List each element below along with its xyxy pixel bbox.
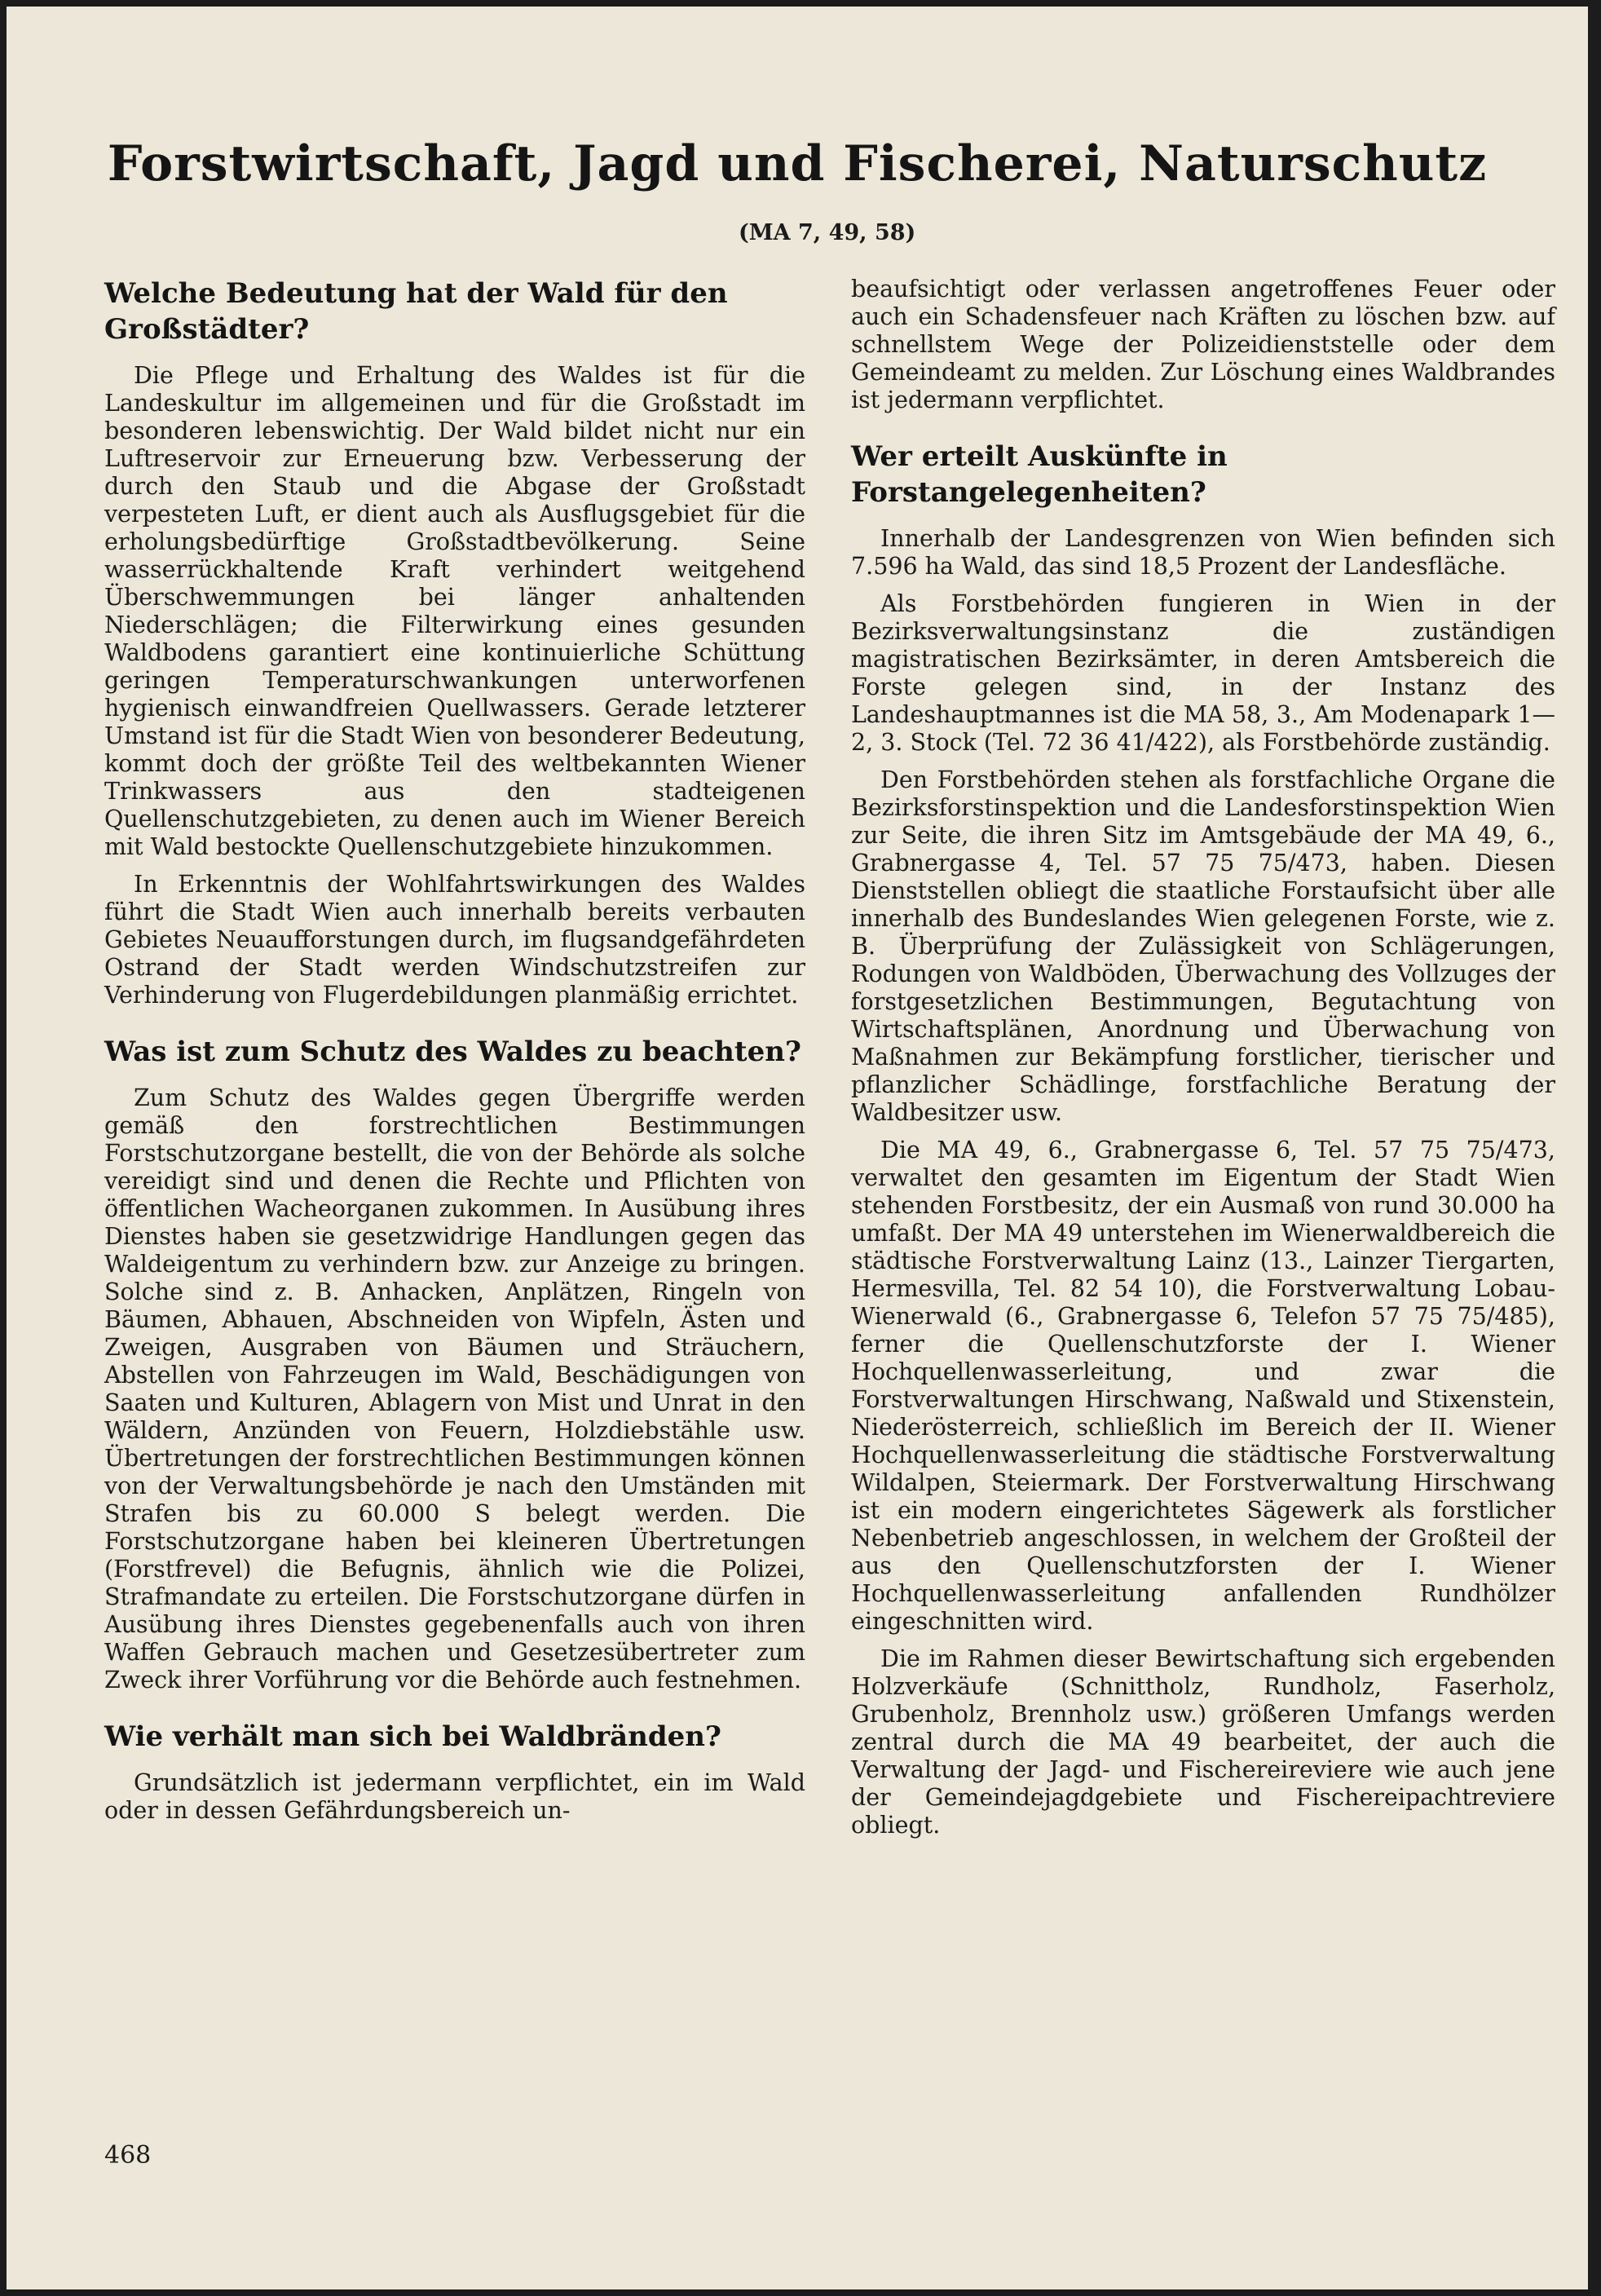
- heading-waldschutz: Was ist zum Schutz des Waldes zu beachten?: [104, 1035, 801, 1068]
- paragraph: Zum Schutz des Waldes gegen Übergriffe werden gemäß den forstrechtlichen Bestimmungen Forstschutzorgane bestellt, die von der Behörde als solche vereidigt sind und denen die Rechte und Pflichten von öffentlichen Wacheorganen zukommen. In Ausübung ihres Dienstes haben sie gesetzwidrige Handlungen gegen das Waldeigentum zu verhindern bzw. zur Anzeige zu bringen. Solche sind z. B. Anhacken, Anplätzen, Ringeln von Bäumen, Abhauen, Abschneiden von Wipfeln, Ästen und Zweigen, Ausgraben von Bäumen und Sträuchern, Abstellen von Fahrzeugen im Wald, Beschädigungen von Saaten und Kulturen, Ablagern von Mist und Unrat in den Wäldern, Anzünden von Feuern, Holzdiebstähle usw. Übertretungen der forstrechtlichen Bestimmungen können von der Verwaltungsbehörde je nach den Umständen mit Strafen bis zu 60.000 S belegt werden. Die Forstschutzorgane haben bei kleineren Übertretungen (Forstfrevel) die Befugnis, ähnlich wie die Polizei, Strafmandate zu erteilen. Die Forstschutzorgane dürfen in Ausübung ihres Dienstes gegebenenfalls auch von ihren Waffen Gebrauch machen und Gesetzesübertreter zum Zweck ihrer Vorführung vor die Behörde auch festnehmen.: [104, 1084, 805, 1693]
- left-column: [104, 276, 805, 1835]
- paragraph: Die Pflege und Erhaltung des Waldes ist für die Landeskultur im allgemeinen und für die Großstadt im besonderen lebenswichtig. Der Wald bildet nicht nur ein Luftreservoir zur Erneuerung bzw. Verbesserung der durch den Staub und die Abgase der Großstadt verpesteten Luft, er dient auch als Ausflugsgebiet für die erholungsbedürftige Großstadtbevölkerung. Seine wasserrückhaltende Kraft verhindert weitgehend Überschwemmungen bei länger anhaltenden Niederschlägen; die Filterwirkung eines gesunden Waldbodens garantiert eine kontinuierliche Schüttung geringen Temperaturschwankungen unterworfenen hygienisch einwandfreien Quellwassers. Gerade letzterer Umstand ist für die Stadt Wien von besonderer Bedeutung, kommt doch der größte Teil des weltbekannten Wiener Trinkwassers aus den stadteigenen Quellenschutzgebieten, zu denen auch im Wiener Bereich mit Wald bestockte Quellenschutzgebiete hinzukommen.: [104, 362, 805, 860]
- right-column: [851, 276, 1555, 1849]
- paragraph: Grundsätzlich ist jedermann verpflichtet, ein im Wald oder in dessen Gefährdungsbereich un-: [104, 1769, 805, 1824]
- heading-waldbraende: Wie verhält man sich bei Waldbränden?: [104, 1720, 721, 1753]
- paragraph: Die MA 49, 6., Grabnergasse 6, Tel. 57 75 75/473, verwaltet den gesamten im Eigentum der Stadt Wien stehenden Forstbesitz, der ein Ausmaß von rund 30.000 ha umfaßt. Der MA 49 unterstehen im Wienerwaldbereich die städtische Forstverwaltung Lainz (13., Lainzer Tiergarten, Hermesvilla, Tel. 82 54 10), die Forstverwaltung Lobau-Wienerwald (6., Grabnergasse 6, Telefon 57 75 75/485), ferner die Quellenschutzforste der I. Wiener Hochquellenwasserleitung, und zwar die Forstverwaltungen Hirschwang, Naßwald und Stixenstein, Niederösterreich, schließlich im Bereich der II. Wiener Hochquellenwasserleitung die städtische Forstverwaltung Wildalpen, Steiermark. Der Forstverwaltung Hirschwang ist ein modern eingerichtetes Sägewerk als forstlicher Nebenbetrieb angeschlossen, in welchem der Großteil der aus den Quellenschutzforsten der I. Wiener Hochquellenwasserleitung anfallenden Rundhölzer eingeschnitten wird.: [851, 1137, 1555, 1635]
- heading-wald-bedeutung: Welche Bedeutung hat der Wald für den Großstädter?: [104, 277, 728, 346]
- paragraph: beaufsichtigt oder verlassen angetroffenes Feuer oder auch ein Schadensfeuer nach Kräften zu löschen bzw. auf schnellstem Wege der Polizeidienststelle oder dem Gemeindeamt zu melden. Zur Löschung eines Waldbrandes ist jedermann verpflichtet.: [851, 276, 1555, 413]
- paragraph: Die im Rahmen dieser Bewirtschaftung sich ergebenden Holzverkäufe (Schnittholz, Rundholz, Faserholz, Grubenholz, Brennholz usw.) größeren Umfangs werden zentral durch die MA 49 bearbeitet, der auch die Verwaltung der Jagd- und Fischereireviere wie auch jene der Gemeindejagdgebiete und Fischereipachtreviere obliegt.: [851, 1645, 1555, 1839]
- paragraph: Den Forstbehörden stehen als forstfachliche Organe die Bezirksforstinspektion und die Landesforstinspektion Wien zur Seite, die ihren Sitz im Amtsgebäude der MA 49, 6., Grabnergasse 4, Tel. 57 75 75/473, haben. Diesen Dienststellen obliegt die staatliche Forstaufsicht über alle innerhalb des Bundeslandes Wien gelegenen Forste, wie z. B. Überprüfung der Zulässigkeit von Schlägerungen, Rodungen von Waldböden, Überwachung des Vollzuges der forstgesetzlichen Bestimmungen, Begutachtung von Wirtschaftsplänen, Anordnung und Überwachung von Maßnahmen zur Bekämpfung forstlicher, tierischer und pflanzlicher Schädlinge, forstfachliche Beratung der Waldbesitzer usw.: [851, 766, 1555, 1126]
- heading-forstauskuenfte: Wer erteilt Auskünfte in Forstangelegenheiten?: [851, 440, 1228, 509]
- page-number: 468: [104, 2141, 152, 2170]
- document-page: [7, 7, 1588, 2289]
- paragraph: Innerhalb der Landesgrenzen von Wien befinden sich 7.596 ha Wald, das sind 18,5 Prozent der Landesfläche.: [851, 525, 1555, 580]
- page-title: Forstwirtschaft, Jagd und Fischerei, Naturschutz: [107, 135, 1488, 192]
- department-subtitle: (MA 7, 49, 58): [739, 220, 916, 245]
- paragraph: Als Forstbehörden fungieren in Wien in der Bezirksverwaltungsinstanz die zuständigen magistratischen Bezirksämter, in deren Amtsbereich die Forste gelegen sind, in der Instanz des Landeshauptmannes ist die MA 58, 3., Am Modenapark 1—2, 3. Stock (Tel. 72 36 41/422), als Forstbehörde zuständig.: [851, 590, 1555, 756]
- paragraph: In Erkenntnis der Wohlfahrtswirkungen des Waldes führt die Stadt Wien auch innerhalb bereits verbauten Gebietes Neuaufforstungen durch, im flugsandgefährdeten Ostrand der Stadt werden Windschutzstreifen zur Verhinderung von Flugerdebildungen planmäßig errichtet.: [104, 871, 805, 1009]
